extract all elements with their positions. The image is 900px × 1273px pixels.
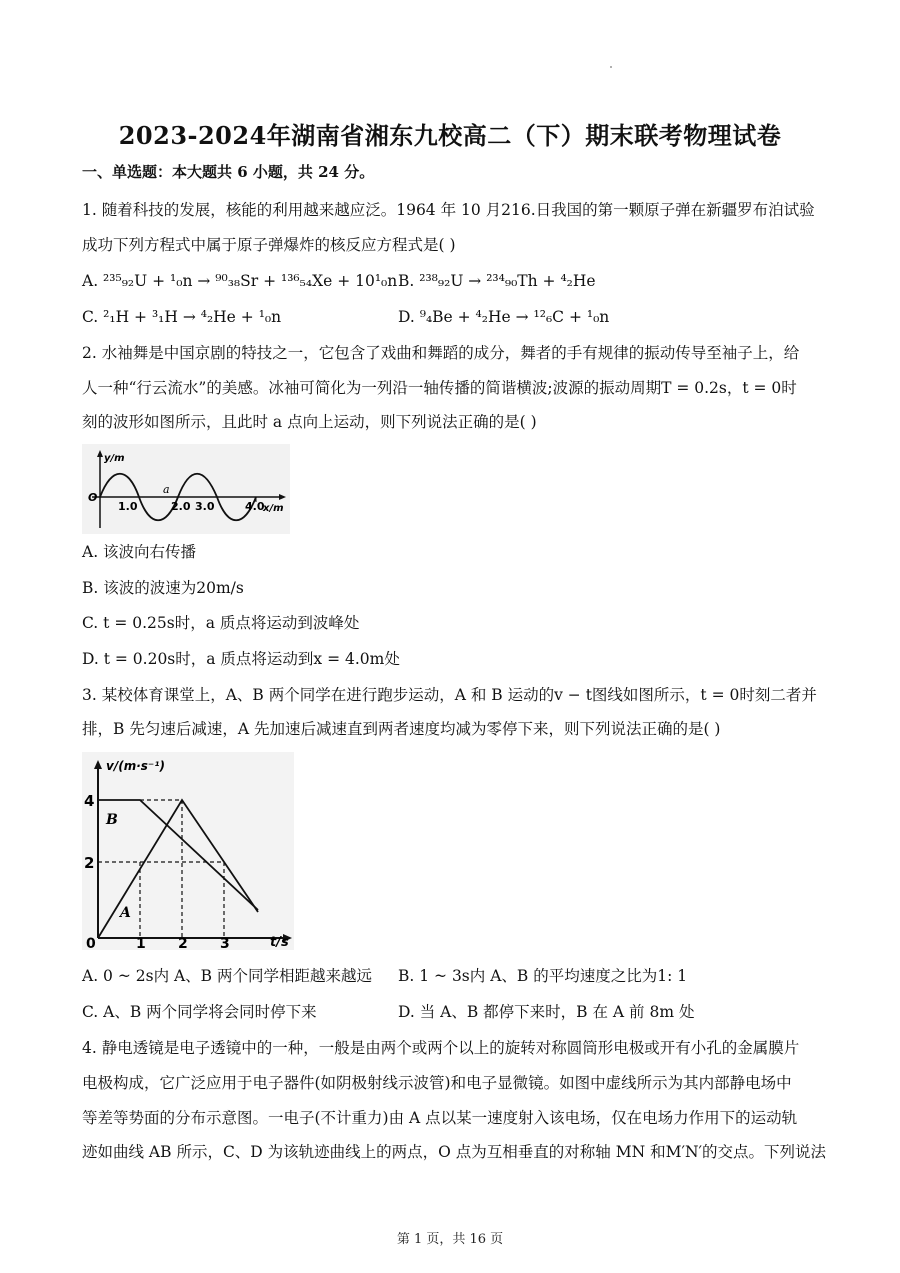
q3-label-a: A bbox=[120, 905, 131, 921]
q2-stem-line1: 2. 水袖舞是中国京剧的特技之一，它包含了戏曲和舞蹈的成分，舞者的手有规律的振动传导至袖子上，给 bbox=[82, 344, 800, 362]
q1-option-c: C. ²₁H + ³₁H → ⁴₂He + ¹₀n bbox=[82, 308, 282, 326]
page-title: 2023-2024年湖南省湘东九校高二（下）期末联考物理试卷 bbox=[118, 121, 782, 150]
page-footer: 第 1 页，共 16 页 bbox=[396, 1232, 504, 1247]
q2-tick-1: 1.0 bbox=[118, 500, 138, 513]
q2-stem-line3: 刻的波形如图所示，且此时 a 点向上运动，则下列说法正确的是( ) bbox=[82, 413, 537, 431]
q2-ylabel: y/m bbox=[104, 453, 125, 464]
q3-stem-line1: 3. 某校体育课堂上，A、B 两个同学在进行跑步运动，A 和 B 运动的v − t图线如图所示，t = 0时刻二者并 bbox=[82, 686, 817, 704]
q3-stem-line2: 排，B 先匀速后减速，A 先加速后减速直到两者速度均减为零停下来，则下列说法正确的是( ) bbox=[82, 720, 721, 738]
q1-stem-line1: 1. 随着科技的发展，核能的利用越来越应泛。1964 年 10 月216.日我国的第一颗原子弹在新疆罗布泊试验 bbox=[82, 201, 815, 219]
q3-xlabel: t/s bbox=[270, 935, 289, 950]
q4-stem-line3: 等差等势面的分布示意图。一电子(不计重力)由 A 点以某一速度射入该电场，仅在电场力作用下的运动轨 bbox=[82, 1109, 798, 1127]
q2-point-a: a bbox=[163, 483, 170, 496]
q2-option-d: D. t = 0.20s时，a 质点将运动到x = 4.0m处 bbox=[82, 650, 400, 668]
q3-option-c: C. A、B 两个同学将会同时停下来 bbox=[82, 1003, 317, 1021]
q3-ytick-2: 2 bbox=[84, 854, 95, 872]
q2-tick-3: 3.0 bbox=[195, 500, 215, 513]
q1-option-b: B. ²³⁸₉₂U → ²³⁴₉₀Th + ⁴₂He bbox=[398, 272, 596, 290]
q1-stem-line2: 成功下列方程式中属于原子弹爆炸的核反应方程式是( ) bbox=[82, 236, 456, 254]
q4-stem-line1: 4. 静电透镜是电子透镜中的一种，一般是由两个或两个以上的旋转对称圆筒形电极或开有小孔的金属膜片 bbox=[82, 1039, 800, 1057]
q2-tick-4: 4.0 bbox=[245, 500, 265, 513]
q2-origin: O bbox=[88, 491, 98, 504]
q2-tick-2: 2.0 bbox=[171, 500, 191, 513]
q3-xtick-0: 0 bbox=[86, 936, 96, 950]
q2-option-a: A. 该波向右传播 bbox=[82, 543, 197, 561]
q3-option-d: D. 当 A、B 都停下来时，B 在 A 前 8m 处 bbox=[398, 1003, 695, 1021]
speck bbox=[610, 66, 612, 68]
q2-stem-line2: 人一种“行云流水”的美感。冰袖可简化为一列沿一轴传播的简谐横波;波源的振动周期T = 0.2s，t = 0时 bbox=[82, 379, 797, 397]
q2-wave-figure bbox=[82, 444, 290, 534]
q4-stem-line4: 迹如曲线 AB 所示，C、D 为该轨迹曲线上的两点，O 点为互相垂直的对称轴 MN 和M′N′的交点。下列说法 bbox=[82, 1143, 827, 1161]
q3-ytick-4: 4 bbox=[84, 792, 95, 810]
q2-option-b: B. 该波的波速为20m/s bbox=[82, 579, 244, 597]
q3-option-b: B. 1 ~ 3s内 A、B 的平均速度之比为1: 1 bbox=[398, 967, 688, 985]
q2-option-c: C. t = 0.25s时，a 质点将运动到波峰处 bbox=[82, 614, 360, 632]
q3-vt-figure bbox=[82, 752, 294, 950]
q4-stem-line2: 电极构成，它广泛应用于电子器件(如阴极射线示波管)和电子显微镜。如图中虚线所示为其内部静电场中 bbox=[82, 1074, 792, 1092]
q1-option-d: D. ⁹₄Be + ⁴₂He → ¹²₆C + ¹₀n bbox=[398, 308, 610, 326]
q3-label-b: B bbox=[106, 812, 118, 828]
q3-ylabel: v/(m·s⁻¹) bbox=[106, 759, 165, 773]
q3-option-a: A. 0 ~ 2s内 A、B 两个同学相距越来越远 bbox=[82, 967, 373, 985]
q3-xtick-2: 2 bbox=[178, 936, 188, 950]
q3-xtick-1: 1 bbox=[136, 936, 146, 950]
section-heading: 一、单选题：本大题共 6 小题，共 24 分。 bbox=[82, 163, 375, 181]
q3-xtick-3: 3 bbox=[220, 936, 230, 950]
q1-option-a: A. ²³⁵₉₂U + ¹₀n → ⁹⁰₃₈Sr + ¹³⁶₅₄Xe + 10¹₀n bbox=[82, 272, 398, 290]
q2-xlabel: x/m bbox=[263, 503, 284, 514]
